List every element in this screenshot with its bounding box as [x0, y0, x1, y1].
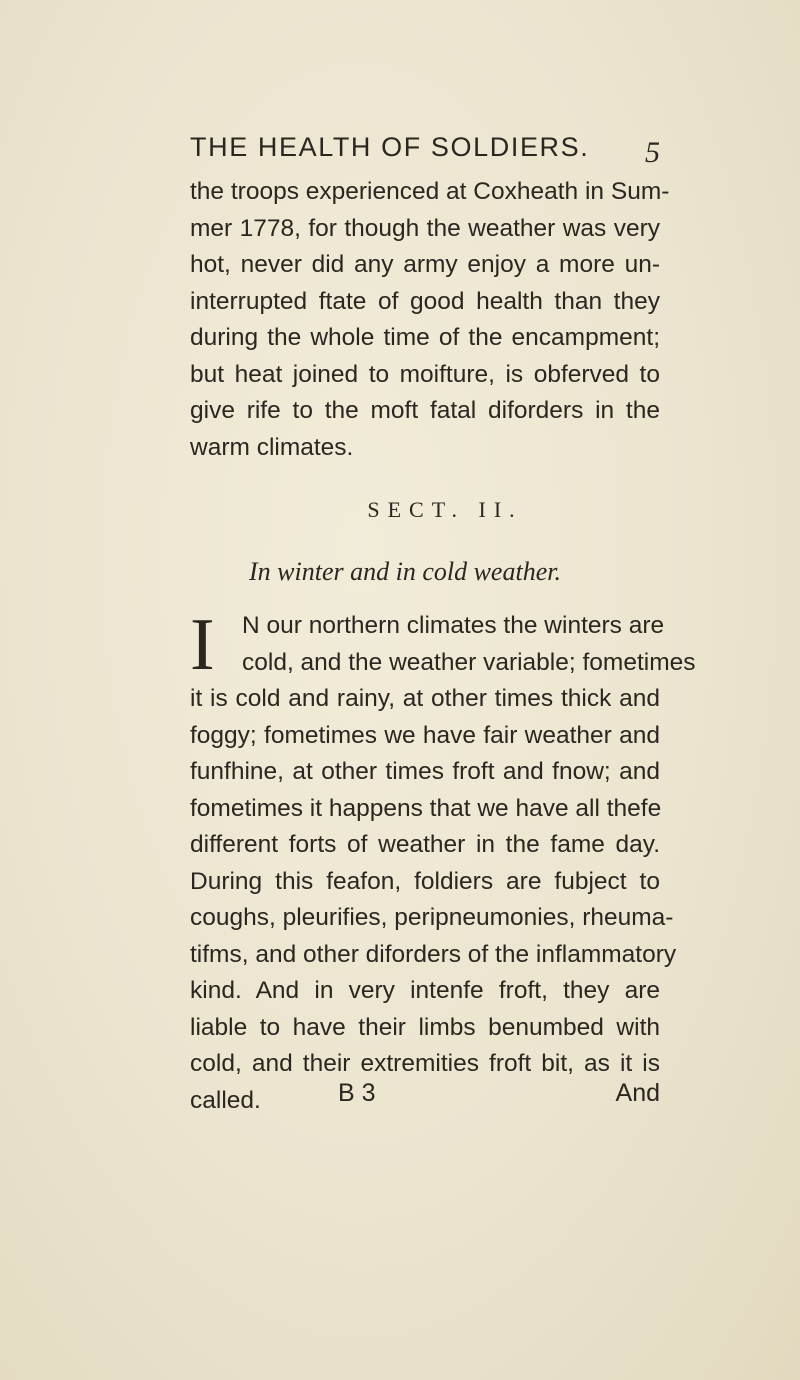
text-line: cold, and the weather variable; fometimes	[242, 648, 696, 676]
text-line: the troops experienced at Coxheath in Sum-	[190, 178, 670, 205]
text-line: foggy; fometimes we have fair weather and	[190, 721, 660, 749]
text-line: fometimes it happens that we have all thefe	[190, 794, 662, 822]
signature-mark: B 3	[338, 1079, 376, 1107]
text-line: different forts of weather in the fame day.	[190, 831, 660, 858]
section-heading: SECT. II.	[367, 497, 523, 522]
catchword: And	[615, 1079, 660, 1107]
text-line: during the whole time of the encampment;	[190, 324, 660, 351]
text-line: warm climates.	[190, 433, 354, 461]
paragraph-section-two	[190, 604, 696, 1119]
text-line: it is cold and rainy, at other times thick and	[190, 685, 660, 712]
text-line: coughs, pleurifies, peripneumonies, rheuma-	[190, 904, 674, 931]
drop-cap: I	[190, 604, 215, 686]
text-line: hot, never did any army enjoy a more un-	[190, 251, 660, 278]
text-line: mer 1778, for though the weather was very	[190, 214, 660, 242]
text-line: called.	[190, 1086, 261, 1114]
text-line: N our northern climates the winters are	[242, 612, 665, 639]
text-line: but heat joined to moifture, is obferved to	[190, 360, 660, 388]
text-line: funfhine, at other times froft and fnow; and	[190, 758, 660, 785]
page-footer	[190, 1079, 660, 1119]
text-line: give rife to the moft fatal diforders in the	[190, 397, 660, 424]
text-line: During this feafon, foldiers are fubject to	[190, 867, 660, 895]
running-title: THE HEALTH OF SOLDIERS.	[190, 132, 590, 162]
text-line: liable to have their limbs benumbed with	[190, 1013, 660, 1041]
running-head	[190, 132, 660, 172]
page-number: 5	[645, 136, 660, 169]
text-line: cold, and their extremities froft bit, as it is	[190, 1050, 660, 1077]
section-subtitle: In winter and in cold weather.	[249, 557, 561, 586]
paragraph-continued	[190, 174, 670, 466]
text-line: tifms, and other diforders of the inflammatory	[190, 940, 677, 968]
text-line: interrupted ftate of good health than they	[190, 287, 660, 315]
text-line: kind. And in very intenfe froft, they are	[190, 977, 660, 1004]
